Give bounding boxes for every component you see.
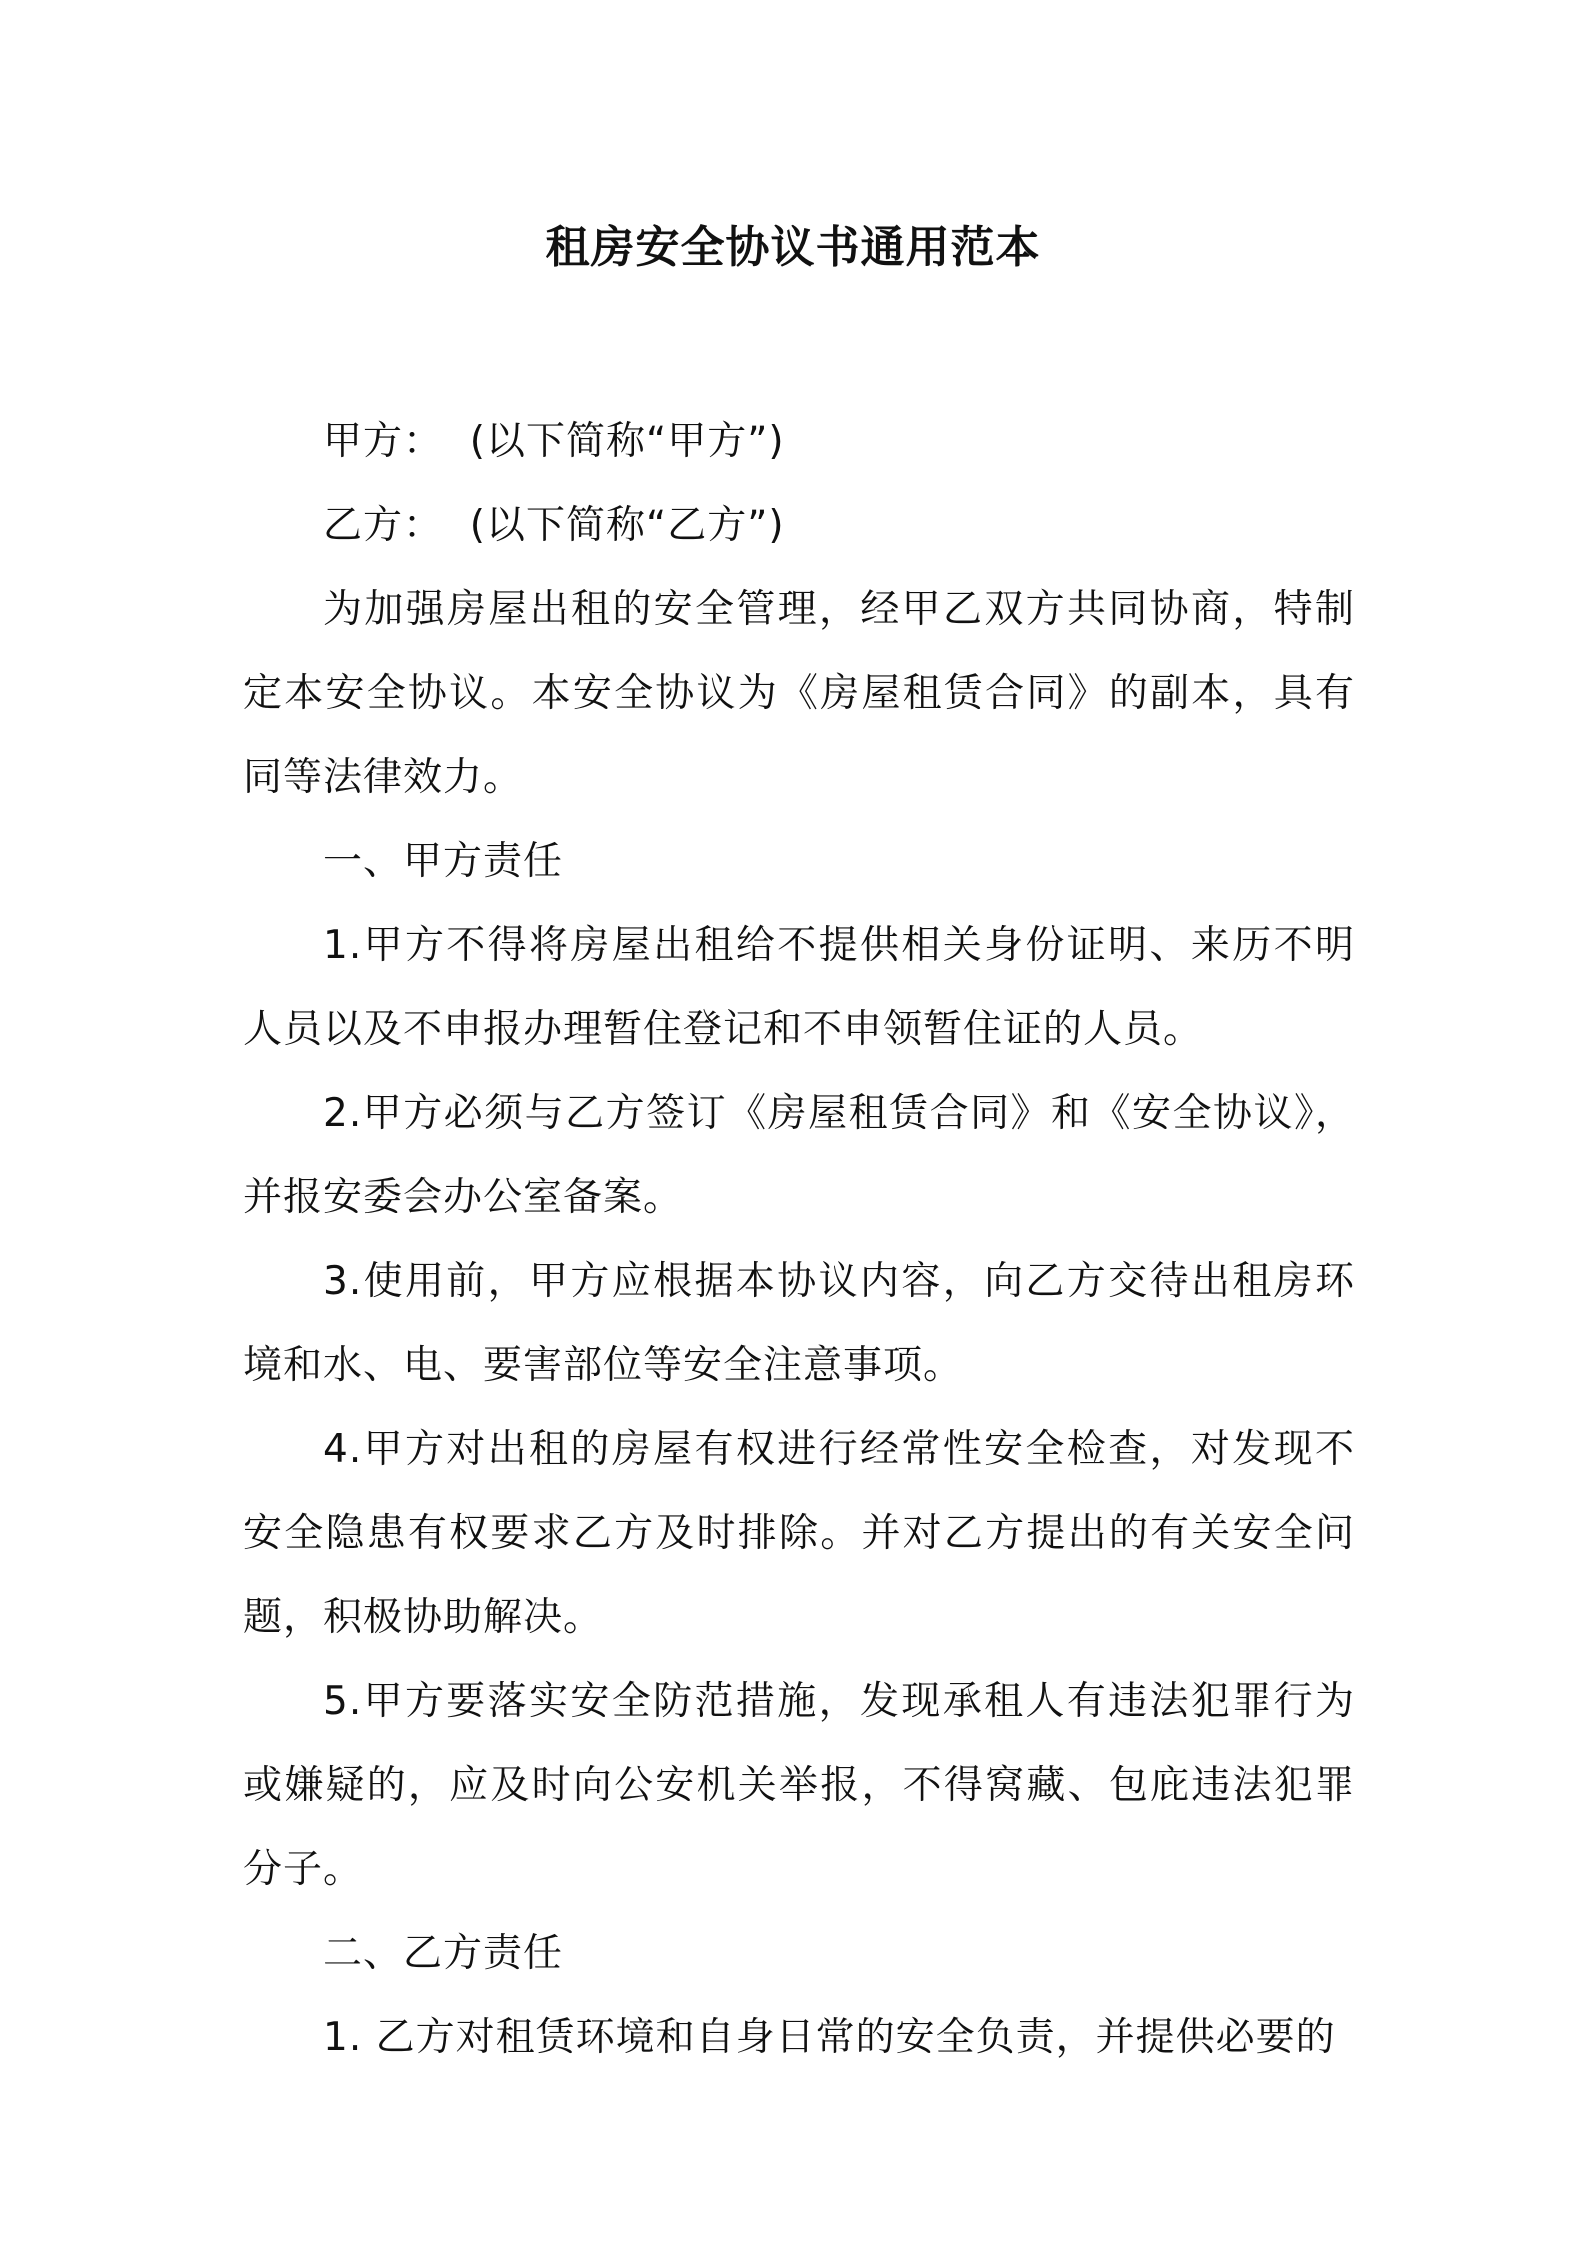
section-a-item-1: 1.甲方不得将房屋出租给不提供相关身份证明、来历不明人员以及不申报办理暂住登记和不申领暂住证的人员。 [243,923,1355,1052]
section-a-heading: 一、甲方责任 [323,839,564,884]
section-a-item-5: 5.甲方要落实安全防范措施，发现承租人有违法犯罪行为或嫌疑的，应及时向公安机关举报，不得窝藏、包庇违法犯罪分子。 [243,1679,1355,1892]
section-b-heading: 二、乙方责任 [323,1931,564,1976]
party-a-line: 甲方： (以下简称“甲方”) [323,419,785,464]
section-a-item-4: 4.甲方对出租的房屋有权进行经常性安全检查，对发现不安全隐患有权要求乙方及时排除。并对乙方提出的有关安全问题，积极协助解决。 [243,1427,1355,1640]
section-a-item-3: 3.使用前，甲方应根据本协议内容，向乙方交待出租房环境和水、电、要害部位等安全注意事项。 [243,1259,1355,1388]
section-a-item-2: 2.甲方必须与乙方签订《房屋租赁合同》和《安全协议》，并报安委会办公室备案。 [243,1091,1355,1220]
document-title: 租房安全协议书通用范本 [545,222,1041,273]
section-b-item-1: 1. 乙方对租赁环境和自身日常的安全负责，并提供必要的 [323,2015,1336,2060]
document-body [243,400,1355,2080]
intro-paragraph: 为加强房屋出租的安全管理，经甲乙双方共同协商，特制定本安全协议。本安全协议为《房屋租赁合同》的副本，具有同等法律效力。 [243,587,1355,800]
party-b-line: 乙方： (以下简称“乙方”) [323,503,785,548]
